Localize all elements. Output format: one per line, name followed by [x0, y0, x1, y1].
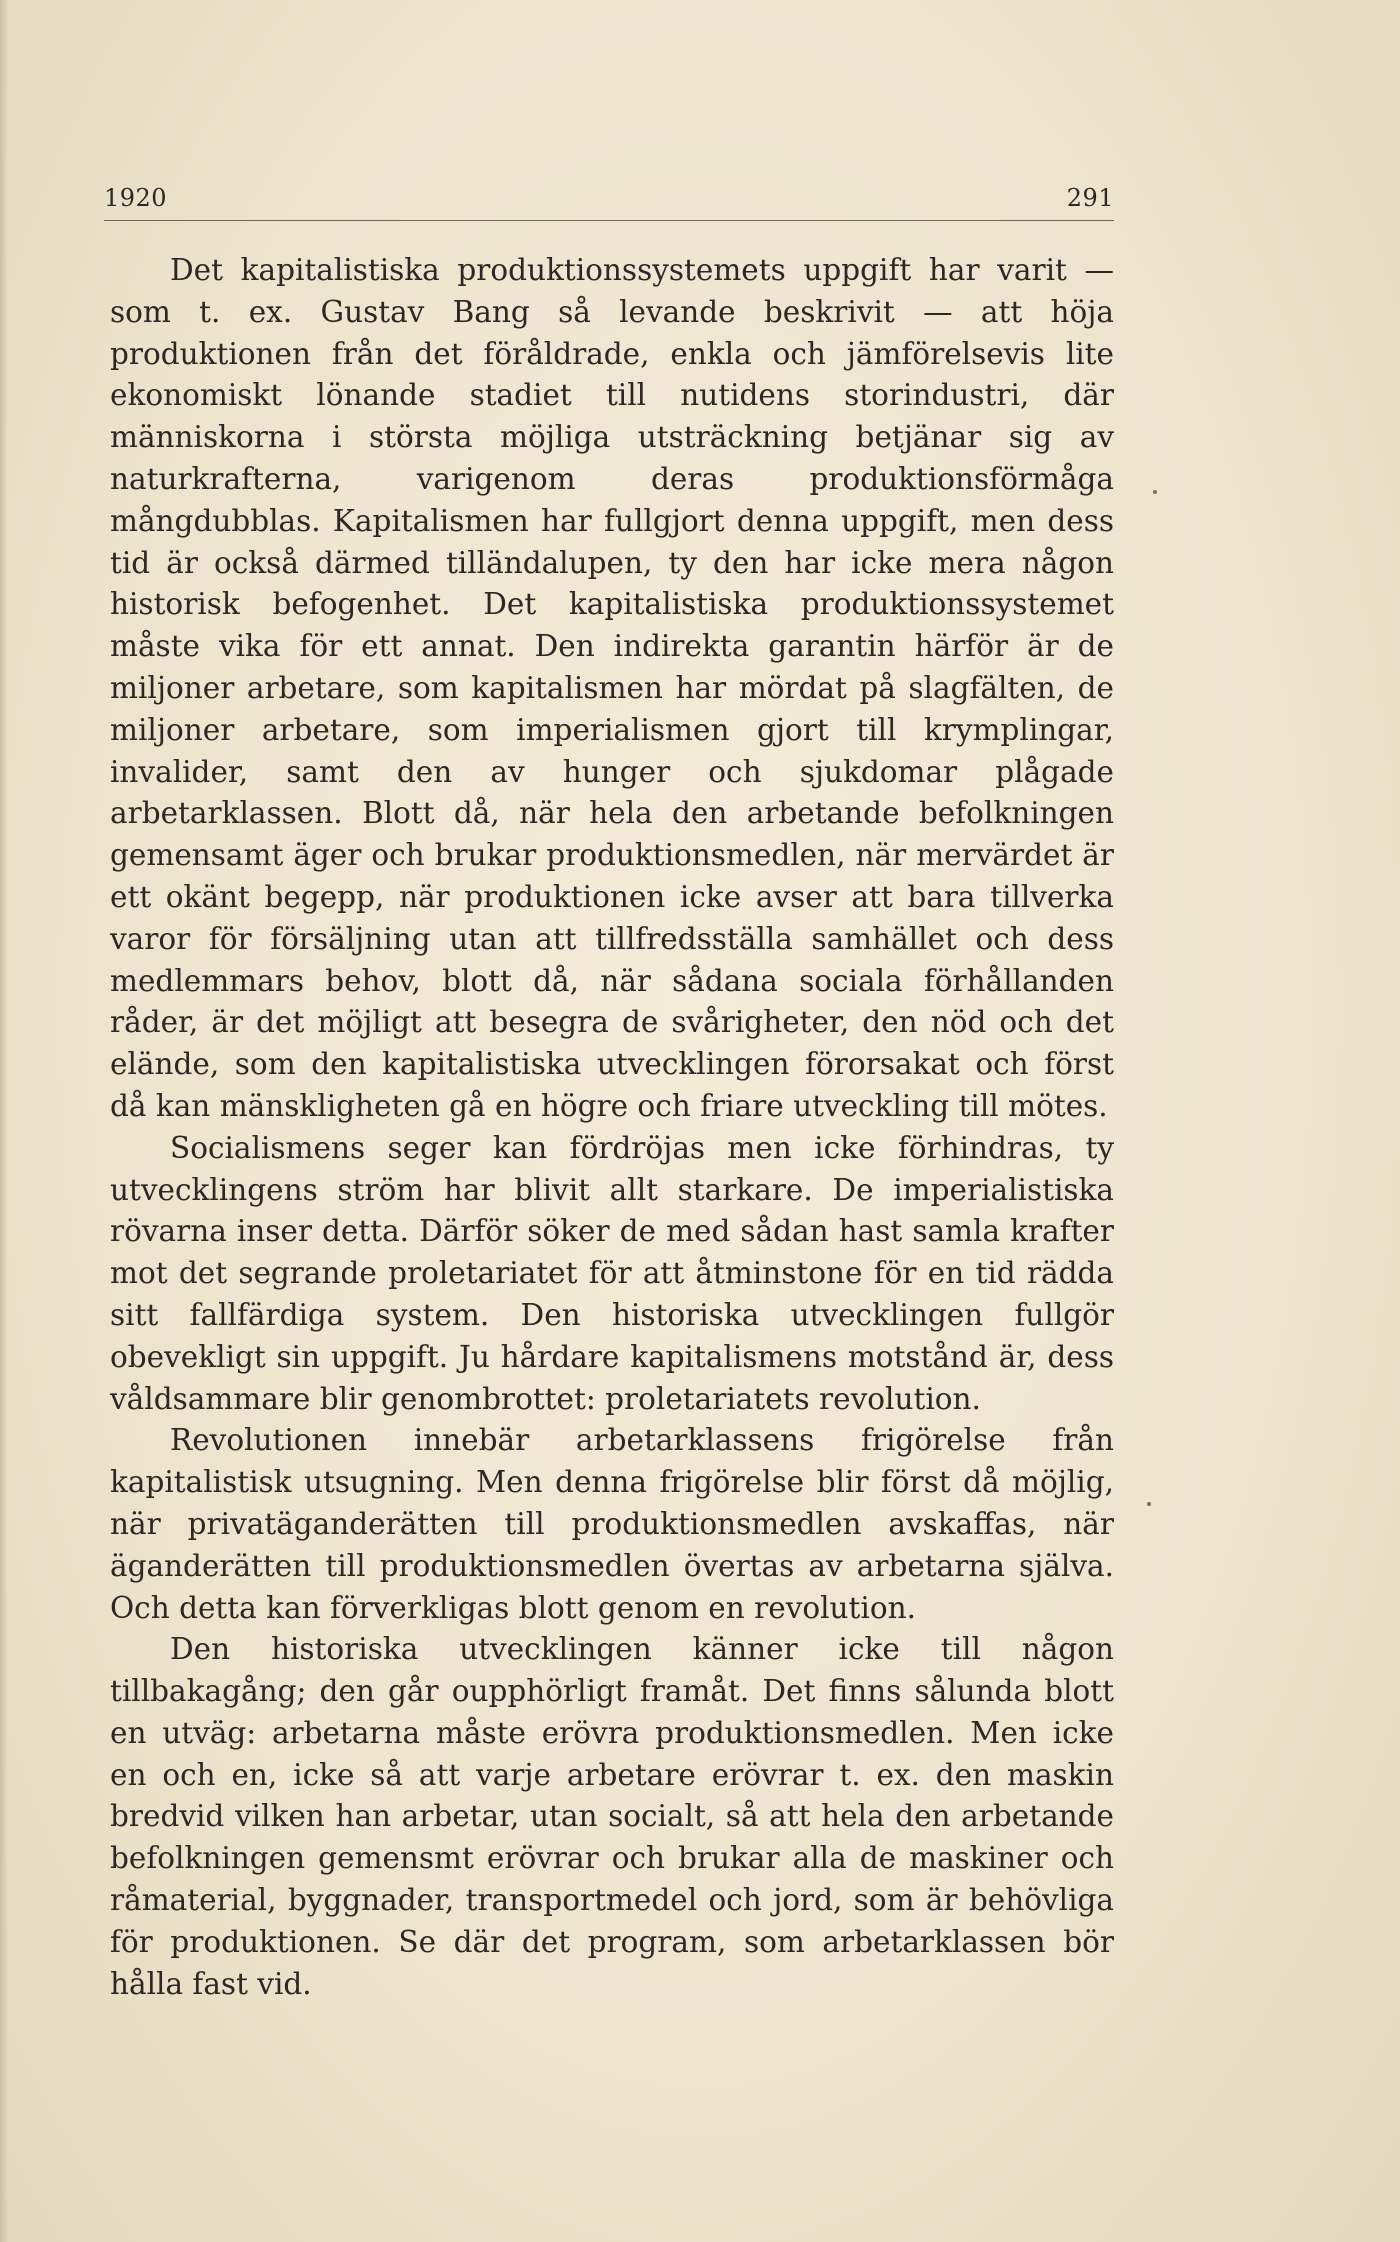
margin-speck	[1147, 1502, 1151, 1506]
paragraph-2: Socialismens seger kan fördröjas men icke förhindras, ty utvecklingens ström har blivit allt starkare. De imperialistiska rövarna inser detta. Därför söker de med sådan hast samla krafter mot det segrande proletariatet för att åtminstone för en tid rädda sitt fallfärdiga system. Den historiska utvecklingen fullgör obevekligt sin uppgift. Ju hårdare kapitalismens motstånd är, dess våldsammare blir genombrottet: proletariatets revolution.	[110, 1130, 1114, 1416]
paragraph-4: Den historiska utvecklingen känner icke till någon tillbakagång; den går oupphörligt framåt. Det finns sålunda blott en utväg: arbetarna måste erövra produktionsmedlen. Men icke en och en, icke så att varje arbetare erövrar t. ex. den maskin bredvid vilken han arbetar, utan socialt, så att hela den arbetande befolkningen gemensmt erövrar och brukar alla de maskiner och råmaterial, byggnader, transportmedel och jord, som är behövliga för produktionen. Se där det program, som arbetarklassen bör hålla fast vid.	[110, 1632, 1114, 2001]
paragraph-3: Revolutionen innebär arbetarklassens frigörelse från kapitalistisk utsugning. Men denna frigörelse blir först då möjlig, när privatäganderätten till produktionsmedlen avskaffas, när äganderätten till produktionsmedlen övertas av arbetarna själva. Och detta kan förverkligas blott genom en revolution.	[110, 1423, 1114, 1625]
page-number: 291	[1066, 184, 1114, 212]
header-rule	[104, 220, 1114, 221]
paragraph-1: Det kapitalistiska produktionssystemets uppgift har varit — som t. ex. Gustav Bang så levande beskrivit — att höja produktionen från det föråldrade, enkla och jämförelsevis lite ekonomiskt lönande stadiet till nutidens storindustri, där människorna i största möjliga utsträckning betjänar sig av naturkrafterna, varigenom deras produktionsförmåga mångdubblas. Kapitalismen har fullgjort denna uppgift, men dess tid är också därmed tilländalupen, ty den har icke mera någon historisk befogenhet. Det kapitalistiska produktionssystemet måste vika för ett annat. Den indirekta garantin härför är de miljoner arbetare, som kapitalismen har mördat på slagfälten, de miljoner arbetare, som imperialismen gjort till krymplingar, invalider, samt den av hunger och sjukdomar plågade arbetarklassen. Blott då, när hela den arbetande befolkningen gemensamt äger och brukar produktionsmedlen, när mervärdet är ett okänt begepp, när produktionen icke avser att bara tillverka varor för försäljning utan att tillfredsställa samhället och dess medlemmars behov, blott då, när sådana sociala förhållanden råder, är det möjligt att besegra de svårigheter, den nöd och det elände, som den kapitalistiska utvecklingen förorsakat och först då kan mänskligheten gå en högre och friare utveckling till mötes.	[110, 253, 1114, 1123]
running-header	[104, 180, 1114, 216]
margin-speck	[1153, 490, 1157, 494]
header-year: 1920	[104, 184, 168, 212]
body-text	[110, 250, 1114, 2005]
page-edge-shadow	[0, 0, 8, 2242]
